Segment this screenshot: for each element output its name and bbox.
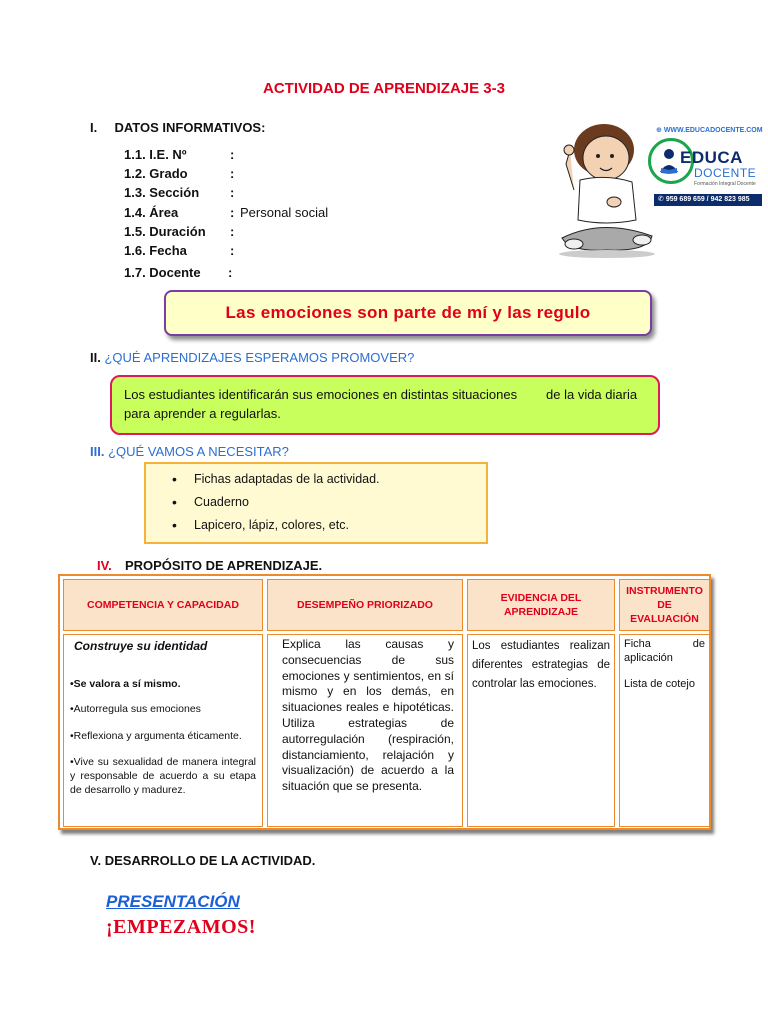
evidencia-text: Los estudiantes realizan diferentes estrategias de controlar las emociones. — [472, 640, 610, 690]
datos-colon: : — [230, 185, 235, 200]
banner-text: Las emociones son parte de mí y las regulo — [225, 303, 591, 322]
section-3-title: ¿QUÉ VAMOS A NECESITAR? — [108, 444, 289, 459]
empezamos-heading: ¡EMPEZAMOS! — [106, 916, 256, 938]
header-text: EVIDENCIA DEL APRENDIZAJE — [500, 592, 582, 618]
datos-value: Personal social — [240, 205, 329, 220]
desempeno-text: Explica las causas y consecuencias de sus emociones y sentimientos, en sí mismo y en los demás, en situaciones reales e hipotéticas. Utiliza estrategias de autorregulación (respiración, distanciamiento, relajación y visualización) de acuerdo a la situación que se presenta. — [282, 637, 454, 794]
datos-label: 1.6. Fecha — [124, 243, 187, 258]
datos-colon: : — [230, 166, 235, 181]
logo-url-text: WWW.EDUCADOCENTE.COM — [663, 127, 763, 134]
list-item: • Lapicero, lápiz, colores, etc. — [172, 514, 474, 537]
header-text: INSTRUMENTO DE EVALUACIÓN — [626, 585, 703, 625]
person-book-icon — [658, 148, 680, 174]
datos-label: 1.1. I.E. Nº — [124, 147, 187, 162]
logo-brand-top: EDUCA — [680, 148, 743, 167]
list-item: • Fichas adaptadas de la actividad. — [172, 468, 474, 491]
datos-row-fecha — [124, 243, 235, 258]
document-title: ACTIVIDAD DE APRENDIZAJE 3-3 — [263, 80, 505, 97]
list-item: • Cuaderno — [172, 491, 474, 514]
competencia-item: •Vive su sexualidad de manera integral y responsable de acuerdo a su etapa de desarrollo y madurez. — [70, 756, 256, 796]
materials-list — [172, 468, 474, 537]
section-5-number: V. — [90, 853, 102, 868]
datos-label: 1.7. Docente — [124, 265, 201, 280]
datos-colon: : — [230, 243, 235, 258]
datos-row-duracion — [124, 224, 235, 239]
table-cell-competencia — [63, 634, 263, 827]
table-cell-instrumento — [619, 634, 710, 827]
datos-label: 1.2. Grado — [124, 166, 188, 181]
datos-row-grado — [124, 166, 235, 181]
datos-label: 1.3. Sección — [124, 185, 200, 200]
table-cell-evidencia — [467, 634, 615, 827]
datos-row-ie — [124, 147, 235, 162]
section-1-title: DATOS INFORMATIVOS: — [114, 120, 266, 135]
competencia-item: •Autorregula sus emociones — [70, 703, 201, 715]
datos-row-area — [124, 205, 329, 220]
section-3-heading — [90, 444, 289, 459]
logo-url: ⊕ WWW.EDUCADOCENTE.COM — [656, 127, 763, 134]
logo-brand-bottom: DOCENTE — [694, 166, 757, 180]
section-3-number: III. — [90, 444, 105, 459]
datos-label: 1.5. Duración — [124, 224, 206, 239]
section-4-heading — [97, 558, 322, 573]
activity-title-banner — [164, 290, 652, 336]
section-5-heading — [90, 853, 315, 868]
datos-row-docente — [124, 265, 233, 280]
section-1-number: I. — [90, 120, 98, 135]
competencia-item: •Se valora a sí mismo. — [70, 678, 181, 690]
educadocente-logo — [552, 118, 762, 260]
competencia-item: •Reflexiona y argumenta éticamente. — [70, 730, 242, 742]
datos-colon: : — [228, 265, 233, 280]
competencia-title: Construye su identidad — [74, 639, 208, 653]
table-header-competencia: COMPETENCIA Y CAPACIDAD — [63, 579, 263, 631]
table-header-evidencia — [467, 579, 615, 631]
instrumento-item: Lista de cotejo — [624, 678, 695, 690]
purpose-table — [58, 574, 711, 830]
materials-box — [144, 462, 488, 544]
learning-goal-box: Los estudiantes identificarán sus emociones en distintas situaciones de la vida diaria para aprender a regularlas. — [110, 375, 660, 435]
section-2-title: ¿QUÉ APRENDIZAJES ESPERAMOS PROMOVER? — [104, 350, 415, 365]
instrumento-item: Ficha de aplicación — [624, 638, 705, 664]
section-5-title: DESARROLLO DE LA ACTIVIDAD. — [104, 853, 316, 868]
section-2-number: II. — [90, 350, 101, 365]
section-4-title: PROPÓSITO DE APRENDIZAJE. — [124, 558, 323, 573]
datos-colon: : — [230, 205, 235, 220]
presentacion-heading: PRESENTACIÓN — [106, 892, 240, 911]
table-header-desempeno: DESEMPEÑO PRIORIZADO — [267, 579, 463, 631]
datos-colon: : — [230, 224, 235, 239]
section-4-number: IV. — [97, 558, 112, 573]
section-2-heading — [90, 350, 414, 365]
logo-phone-text: 959 689 659 / 942 823 985 — [665, 196, 750, 203]
section-1-heading — [90, 120, 265, 135]
datos-row-seccion — [124, 185, 235, 200]
table-cell-desempeno — [267, 634, 463, 827]
child-illustration-icon — [552, 120, 662, 260]
datos-label: 1.4. Área — [124, 205, 179, 220]
logo-tagline: Formación Integral Docente — [694, 181, 756, 187]
logo-phone: ✆ 959 689 659 / 942 823 985 — [654, 194, 762, 206]
table-header-instrumento — [619, 579, 710, 631]
datos-colon: : — [230, 147, 235, 162]
